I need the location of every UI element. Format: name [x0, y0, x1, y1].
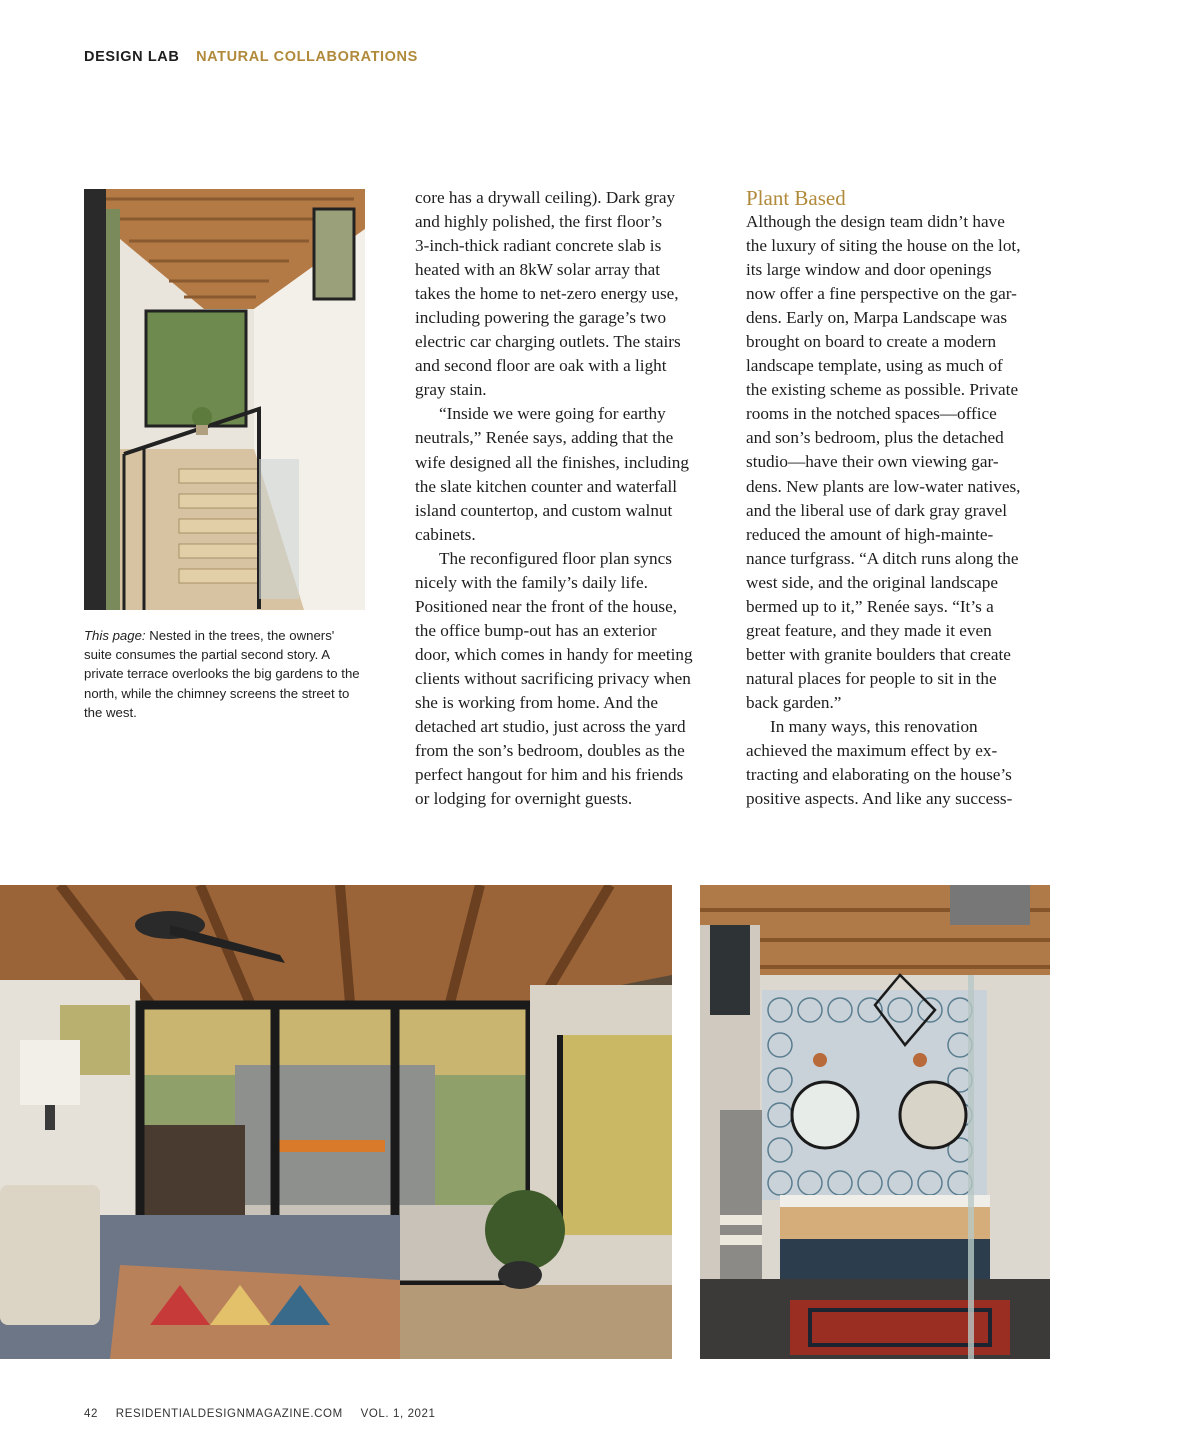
- text-line: achieved the maximum effect by ex-: [746, 741, 998, 761]
- text-line: detached art studio, just across the yard: [415, 717, 686, 737]
- text-line: and son’s bedroom, plus the detached: [746, 428, 1004, 448]
- text-line: and the liberal use of dark gray gravel: [746, 500, 1008, 520]
- text-line: nance turfgrass. “A ditch runs along the: [746, 548, 1019, 568]
- text-line: Although the design team didn’t have: [746, 212, 1005, 231]
- footer-site: RESIDENTIALDESIGNMAGAZINE.COM: [115, 1408, 343, 1420]
- text-line: or lodging for overnight guests.: [415, 789, 633, 809]
- text-line: neutrals,” Renée says, adding that the: [415, 428, 674, 448]
- bathroom-photo: [700, 885, 1050, 1359]
- text-line: she is working from home. And the: [415, 692, 658, 712]
- caption-text: Nested in the trees, the owners' suite consumes the partial second story. A private terrace overlooks the big gardens to the north, while the chimney screens the street to the west.: [84, 628, 360, 720]
- text-line: reduced the amount of high-mainte-: [746, 524, 994, 544]
- photo-caption: [84, 626, 364, 722]
- text-line: island countertop, and custom walnut: [415, 500, 673, 520]
- text-line: bermed up to it,” Renée says. “It’s a: [746, 596, 994, 616]
- stair-photo: [84, 189, 365, 610]
- page-footer: [84, 1408, 450, 1420]
- text-line: electric car charging outlets. The stairs: [415, 332, 681, 352]
- caption-lead: This page:: [84, 628, 146, 643]
- text-line: better with granite boulders that create: [746, 644, 1011, 664]
- text-line: rooms in the notched spaces—office: [746, 404, 997, 424]
- running-header: [84, 49, 418, 65]
- text-line: clients without sacrificing privacy when: [415, 668, 691, 688]
- text-line: the slate kitchen counter and waterfall: [415, 476, 677, 496]
- text-line: landscape template, using as much of: [746, 356, 1003, 376]
- text-line: wife designed all the finishes, including: [415, 452, 689, 472]
- text-line: and second floor are oak with a light: [415, 356, 667, 376]
- page-number: 42: [84, 1408, 98, 1420]
- text-line: the luxury of siting the house on the lot,: [746, 236, 1021, 256]
- text-line: the office bump-out has an exterior: [415, 620, 657, 640]
- text-line: from the son’s bedroom, doubles as the: [415, 741, 685, 761]
- text-line: great feature, and they made it even: [746, 620, 992, 640]
- section-label: DESIGN LAB: [84, 49, 180, 65]
- text-line: the existing scheme as possible. Private: [746, 380, 1019, 400]
- text-line: The reconfigured floor plan syncs: [439, 548, 672, 568]
- text-line: core has a drywall ceiling). Dark gray: [415, 188, 676, 207]
- text-line: cabinets.: [415, 524, 476, 544]
- text-line: dens. New plants are low-water natives,: [746, 476, 1021, 496]
- text-line: and highly polished, the first floor’s: [415, 212, 662, 232]
- text-line: including powering the garage’s two: [415, 308, 667, 328]
- text-line: brought on board to create a modern: [746, 332, 997, 352]
- text-line: west side, and the original landscape: [746, 572, 999, 592]
- text-line: perfect hangout for him and his friends: [415, 765, 684, 785]
- bedroom-photo: [0, 885, 672, 1359]
- text-line: door, which comes in handy for meeting: [415, 644, 693, 664]
- text-line: dens. Early on, Marpa Landscape was: [746, 308, 1008, 328]
- text-line: heated with an 8kW solar array that: [415, 260, 660, 280]
- text-line: studio—have their own viewing gar-: [746, 452, 999, 472]
- text-line: Positioned near the front of the house,: [415, 596, 678, 616]
- text-line: its large window and door openings: [746, 260, 992, 280]
- subheading: Plant Based: [746, 186, 846, 210]
- text-line: nicely with the family’s daily life.: [415, 572, 648, 592]
- text-line: In many ways, this renovation: [770, 716, 978, 736]
- body-column-right: [746, 186, 1056, 811]
- text-line: takes the home to net-zero energy use,: [415, 284, 679, 304]
- footer-volume: VOL. 1, 2021: [360, 1408, 436, 1420]
- text-line: tracting and elaborating on the house’s: [746, 765, 1012, 785]
- text-line: back garden.”: [746, 692, 842, 712]
- subsection-label: NATURAL COLLABORATIONS: [196, 49, 418, 65]
- text-line: gray stain.: [415, 380, 487, 400]
- text-line: natural places for people to sit in the: [746, 668, 997, 688]
- text-line: “Inside we were going for earthy: [439, 404, 666, 424]
- body-column-left: [415, 186, 725, 811]
- text-line: 3-inch-thick radiant concrete slab is: [415, 236, 662, 256]
- text-line: now offer a fine perspective on the gar-: [746, 284, 1017, 304]
- text-line: positive aspects. And like any success-: [746, 789, 1013, 809]
